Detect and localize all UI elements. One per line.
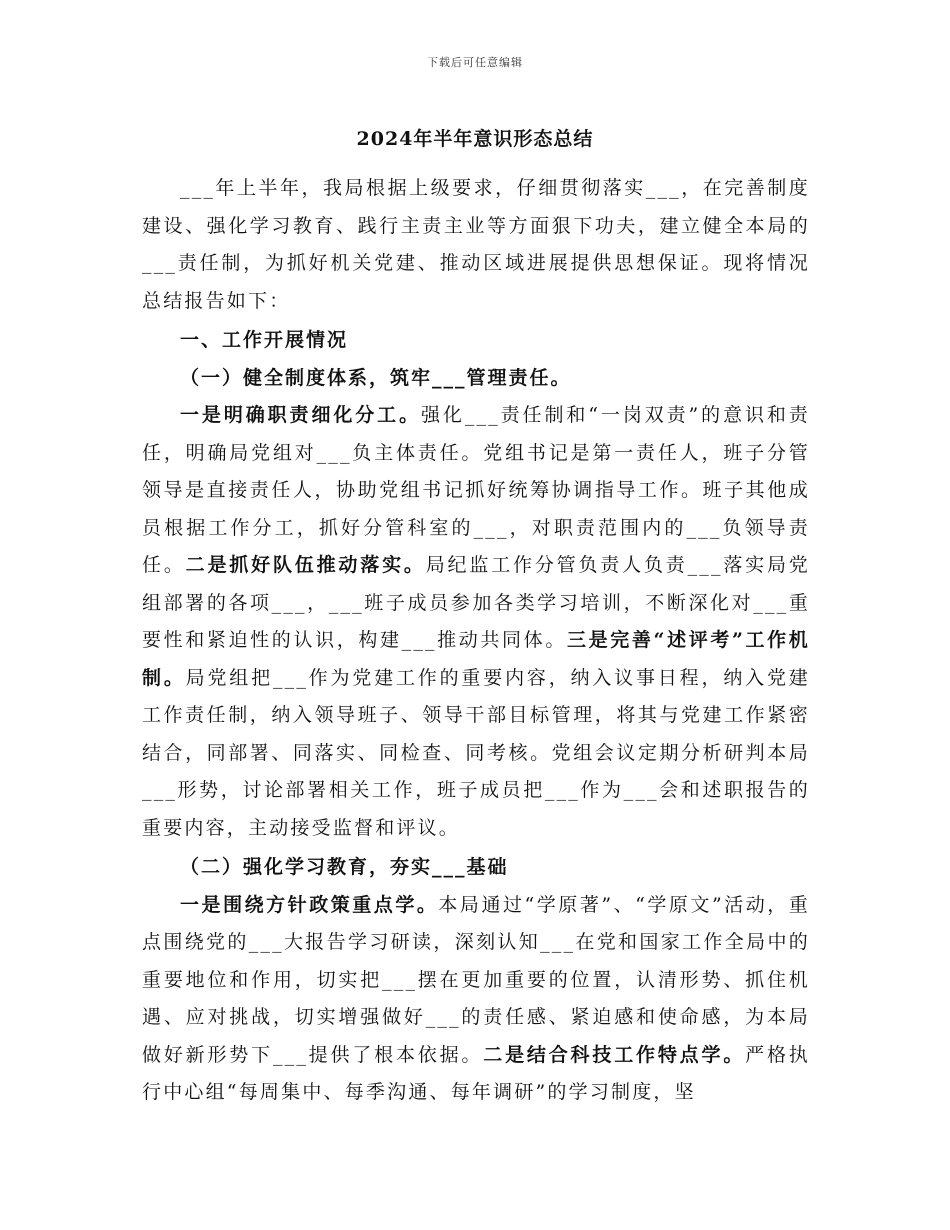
lead-clarify-duties: 一是明确职责细化分工。 bbox=[180, 404, 422, 426]
paragraph-responsibilities bbox=[142, 397, 810, 847]
section-heading-work-status: 一、工作开展情况 bbox=[180, 329, 349, 351]
subsection-heading-study: （二）强化学习教育，夯实___基础 bbox=[180, 856, 509, 878]
intro-paragraph: ___年上半年，我局根据上级要求，仔细贯彻落实___，在完善制度建设、强化学习教育、践行主责主业等方面狠下功夫，建立健全本局的___责任制，为抓好机关党建、推动区域进展提供思想保证。现将情况总结报告如下： bbox=[142, 177, 810, 312]
text-review-mechanism: 局党组把___作为党建工作的重要内容，纳入议事日程，纳入党建工作责任制，纳入领导班子、领导干部目标管理，将其与党建工作紧密结合，同部署、同落实、同检查、同考核。党组会议定期分析研判本局___形势，讨论部署相关工作，班子成员把___作为___会和述职报告的重要内容，主动接受监督和评议。 bbox=[142, 666, 810, 839]
document-title: 2024年半年意识形态总结 bbox=[356, 128, 594, 150]
lead-tech-study: 二是结合科技工作特点学。 bbox=[483, 1043, 746, 1066]
paragraph-study bbox=[142, 887, 810, 1112]
lead-team-implementation: 二是抓好队伍推动落实。 bbox=[185, 554, 426, 576]
text-policy-study: 本局通过“学原著”、“学原文”活动，重点围绕党的___大报告学习研读，深刻认知___在党和国家工作全局中的重要地位和作用，切实把___摆在更加重要的位置，认清形势、抓住机遇、应对挑战，切实增强做好___的责任感、紧迫感和使命感，为本局做好新形势下___提供了根本依据。 bbox=[142, 893, 811, 1066]
subsection-heading-system: （一）健全制度体系，筑牢___管理责任。 bbox=[180, 366, 572, 389]
lead-review-mechanism: 三是完善“述评考”工作机制。 bbox=[142, 629, 811, 689]
text-team-implementation: 局纪监工作分管负责人负责___落实局党组部署的各项___，___班子成员参加各类学习培训，不断深化对___重要性和紧迫性的认识，构建___推动共同体。 bbox=[142, 554, 810, 651]
text-clarify-duties: 强化___责任制和“一岗双责”的意识和责任，明确局党组对___负主体责任。党组书记是第一责任人，班子分管领导是直接责任人，协助党组书记抓好统筹协调指导工作。班子其他成员根据工作分工，抓好分管科室的___，对职责范围内的___负领导责任。 bbox=[142, 404, 811, 576]
header-note: 下载后可任意编辑 bbox=[427, 56, 523, 69]
document-body bbox=[142, 170, 810, 1112]
lead-policy-study: 一是围绕方针政策重点学。 bbox=[180, 893, 439, 916]
text-tech-study: 严格执行中心组“每周集中、每季沟通、每年调研”的学习制度，坚 bbox=[142, 1043, 811, 1103]
